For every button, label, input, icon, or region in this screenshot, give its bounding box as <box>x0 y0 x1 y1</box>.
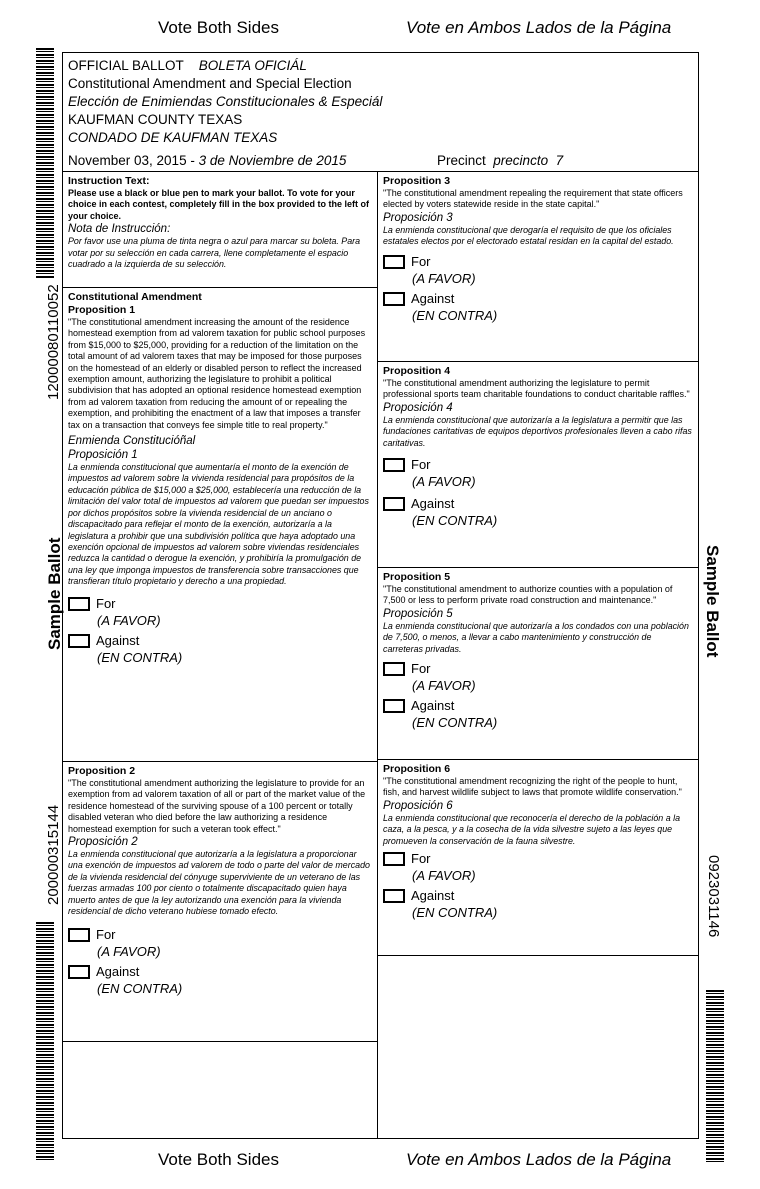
left-column <box>63 172 378 1138</box>
proposition-3-against-checkbox[interactable] <box>383 292 405 306</box>
election-date: November 03, 2015 <box>68 153 187 168</box>
side-number-right: 0923031146 <box>705 855 722 938</box>
right-column <box>378 172 698 1138</box>
proposition-3-text: "The constitutional amendment repealing the requirement that state officers elected by voters statewide reside in the state capital." <box>383 188 683 210</box>
proposition-5 <box>378 568 698 760</box>
proposition-3 <box>378 172 698 362</box>
proposition-4-against-checkbox[interactable] <box>383 497 405 511</box>
barcode-left-bottom <box>36 922 54 1162</box>
proposition-5-title-es: Proposición 5 <box>383 607 453 620</box>
against-label-es: (EN CONTRA) <box>412 905 498 921</box>
county-name: KAUFMAN COUNTY TEXAS <box>68 112 243 127</box>
proposition-5-text: "The constitutional amendment to authorize counties with a population of 7,500 or less to perform private road construction and maintenance." <box>383 584 673 606</box>
section-title-es: Enmienda Constitucióñal <box>68 435 196 448</box>
for-label-es: (A FAVOR) <box>97 944 161 960</box>
barcode-left-top <box>36 48 54 278</box>
proposition-6-for-option[interactable] <box>383 851 693 867</box>
proposition-3-against-option[interactable] <box>383 291 693 307</box>
for-label: For <box>96 927 116 943</box>
proposition-6-text-es: La enmienda constitucional que reconocería el derecho de la población a la caza, a la pesca, y a la cosecha de la vida silvestre sujeto a las leyes que promueven la conservación de la fauna silvestre. <box>383 812 681 846</box>
proposition-4-for-checkbox[interactable] <box>383 458 405 472</box>
proposition-4 <box>378 362 698 568</box>
proposition-5-text-es: La enmienda constitucional que autorizaría a los condados con una población de 7,500, o menos, a llevar a cabo mantenimiento y construcción de carreteras privadas. <box>383 620 689 654</box>
instructions-box <box>63 172 377 288</box>
date-separator: - <box>186 153 199 168</box>
against-label-es: (EN CONTRA) <box>97 981 183 997</box>
instructions-text-es: Por favor use una pluma de tinta negra o azul para marcar su boleta. Para votar por su selección en cada carrera, llene completamente el espacio cuadrado a la izquierda de su selección. <box>68 236 361 270</box>
for-label-es: (A FAVOR) <box>412 868 476 884</box>
proposition-1-against-option[interactable] <box>68 633 372 649</box>
for-label: For <box>96 595 116 611</box>
proposition-5-title: Proposition 5 <box>383 571 451 583</box>
proposition-2-against-checkbox[interactable] <box>68 965 90 979</box>
precinct-number: 7 <box>555 153 564 168</box>
for-label-es: (A FAVOR) <box>412 678 476 694</box>
ballot <box>62 52 699 1139</box>
official-ballot-title-es: BOLETA OFICIÁL <box>198 58 307 73</box>
against-label: Against <box>96 964 140 980</box>
side-sample-ballot-right: Sample Ballot <box>703 545 722 658</box>
proposition-1-for-option[interactable] <box>68 596 372 612</box>
section-title: Constitutional Amendment <box>68 291 202 303</box>
proposition-6-title-es: Proposición 6 <box>383 799 453 812</box>
proposition-2-text-es: La enmienda constitucional que autorizaría a la legislatura a proporcionar una exención de impuestos ad valorem de todo o parte del valor de mercado de la vivienda residencial del cónyuge superviviente de un veterano de las fuerzas armadas 100 por ciento o totalmente discapacitado quien haya muerto antes de que la ley autorizando una exención para la vivienda residencial de dicho veterano hubiese tomado efecto. <box>68 849 370 917</box>
against-label: Against <box>411 888 455 904</box>
proposition-4-for-option[interactable] <box>383 457 693 473</box>
for-label: For <box>411 253 431 269</box>
header-vote-both-sides: Vote Both Sides <box>158 18 279 37</box>
proposition-2-title-es: Proposición 2 <box>68 836 138 849</box>
against-label: Against <box>411 698 455 714</box>
proposition-4-text-es: La enmienda constitucional que autorizaría a la legislatura a permitir que las fundaciones caritativas de equipos deportivos profesionales lleven a cabo rifas caritativas. <box>383 414 692 448</box>
proposition-3-for-checkbox[interactable] <box>383 255 405 269</box>
for-label-es: (A FAVOR) <box>97 612 161 628</box>
footer-vote-both-sides-es: Vote en Ambos Lados de la Página <box>406 1150 672 1169</box>
against-label: Against <box>411 290 455 306</box>
proposition-2-text: "The constitutional amendment authorizing the legislature to provide for an exemption from ad valorem taxation of all or part of the market value of the residence homestead of the surviving spouse of a 100 percent or totally disabled veteran who died before the law authorizing a residence homestead exemption for such a veteran took effect." <box>68 778 366 834</box>
precinct-label-es: precincto <box>493 153 549 168</box>
proposition-3-title-es: Proposición 3 <box>383 211 453 224</box>
for-label-es: (A FAVOR) <box>412 270 476 286</box>
proposition-6-against-checkbox[interactable] <box>383 889 405 903</box>
proposition-4-against-option[interactable] <box>383 496 693 512</box>
proposition-6 <box>378 760 698 956</box>
for-label-es: (A FAVOR) <box>412 474 476 490</box>
header-vote-both-sides-es: Vote en Ambos Lados de la Página <box>406 18 672 37</box>
proposition-1-for-checkbox[interactable] <box>68 597 90 611</box>
proposition-1-text-es: La enmienda constitucional que aumentaría el monto de la exención de impuestos ad valorem sobre la vivienda residencial para propósitos de la educación pública de $15,000 a $25,000, establecería una reducción de la limitación del valor total de impuestos ad valorem que puedan ser impuestos por dichos propósitos sobre la vivienda residencial de un anciano o discapacitado para reflejar el monto de la exención, autorizaría a la legislatura a prohibir que una subdivisión política que haya adoptado una exención opcional de impuestos ad valorem sobre viviendas residenciales reduzca la cantidad o derogue la exención, y prohibiría la promulgación de una ley que imponga impuestos de transferencia sobre transacciones que transfieran título propietario y derecho a una propiedad. <box>68 462 369 587</box>
for-label: For <box>411 661 431 677</box>
proposition-6-against-option[interactable] <box>383 888 693 904</box>
proposition-2-for-option[interactable] <box>68 927 372 943</box>
instructions-heading: Instruction Text: <box>68 175 150 187</box>
proposition-2 <box>63 762 377 1042</box>
proposition-2-against-option[interactable] <box>68 964 372 980</box>
proposition-1-text: "The constitutional amendment increasing the amount of the residence homestead exemption from ad valorem taxation for public school purposes from $15,000 to $25,000, providing for a reduction of the limitation on the total amount of ad valorem taxes that may be imposed for those purposes on the homestead of an elderly or disabled person to reflect the increased exemption amount, authorizing the legislature to prohibit a political subdivision that has adopted an optional residence homestead exemption from ad valorem taxation from reducing the amount of or repealing the exemption, and prohibiting the enactment of a law that imposes a transfer tax on a transaction that conveys fee simple title to real property." <box>68 317 366 430</box>
election-date-es: 3 de Noviembre de 2015 <box>198 153 347 168</box>
against-label: Against <box>96 632 140 648</box>
proposition-2-for-checkbox[interactable] <box>68 928 90 942</box>
ballot-title-block <box>68 57 668 147</box>
against-label-es: (EN CONTRA) <box>412 307 498 323</box>
proposition-3-text-es: La enmienda constitucional que derogaría el requisito de que los oficiales estatales electos por el electorado estatal residan en la capital del estado. <box>383 224 674 247</box>
for-label: For <box>411 851 431 867</box>
for-label: For <box>411 457 431 473</box>
against-label-es: (EN CONTRA) <box>97 649 183 665</box>
against-label-es: (EN CONTRA) <box>412 715 498 731</box>
proposition-5-for-checkbox[interactable] <box>383 662 405 676</box>
instructions-heading-es: Nota de Instrucción: <box>68 223 171 236</box>
proposition-4-title-es: Proposición 4 <box>383 401 453 414</box>
proposition-4-title: Proposition 4 <box>383 365 451 377</box>
against-label-es: (EN CONTRA) <box>412 513 498 529</box>
proposition-4-text: "The constitutional amendment authorizing the legislature to permit professional sports team charitable foundations to conduct charitable raffles." <box>383 378 690 400</box>
side-sample-ballot-left: Sample Ballot <box>45 537 64 650</box>
instructions-text: Please use a black or blue pen to mark your ballot. To vote for your choice in each contest, completely fill in the box provided to the left of your choice. <box>68 188 370 221</box>
county-name-es: CONDADO DE KAUFMAN TEXAS <box>68 130 278 145</box>
side-number-left-bottom: 200000315144 <box>45 804 62 905</box>
proposition-1-title-es: Proposición 1 <box>68 449 138 462</box>
election-title: Constitutional Amendment and Special Election <box>68 76 352 91</box>
proposition-5-against-checkbox[interactable] <box>383 699 405 713</box>
proposition-6-for-checkbox[interactable] <box>383 852 405 866</box>
proposition-6-text: "The constitutional amendment recognizing the right of the people to hunt, fish, and harvest wildlife subject to laws that promote wildlife conservation." <box>383 776 682 798</box>
date-precinct-line <box>63 153 698 172</box>
election-title-es: Elección de Enimiendas Constitucionales & Especiál <box>68 94 383 109</box>
official-ballot-title: OFFICIAL BALLOT <box>68 58 184 73</box>
side-number-left-top: 12000080110052 <box>45 284 62 400</box>
proposition-1-against-checkbox[interactable] <box>68 634 90 648</box>
proposition-3-title: Proposition 3 <box>383 175 451 187</box>
proposition-5-against-option[interactable] <box>383 698 693 714</box>
proposition-3-for-option[interactable] <box>383 254 693 270</box>
proposition-2-title: Proposition 2 <box>68 765 136 777</box>
proposition-6-title: Proposition 6 <box>383 763 451 775</box>
proposition-5-for-option[interactable] <box>383 661 693 677</box>
precinct-label: Precinct <box>437 153 486 168</box>
barcode-right-bottom <box>706 990 724 1162</box>
proposition-1-title: Proposition 1 <box>68 304 136 316</box>
footer-vote-both-sides: Vote Both Sides <box>158 1150 279 1169</box>
proposition-1 <box>63 288 377 762</box>
against-label: Against <box>411 496 455 512</box>
